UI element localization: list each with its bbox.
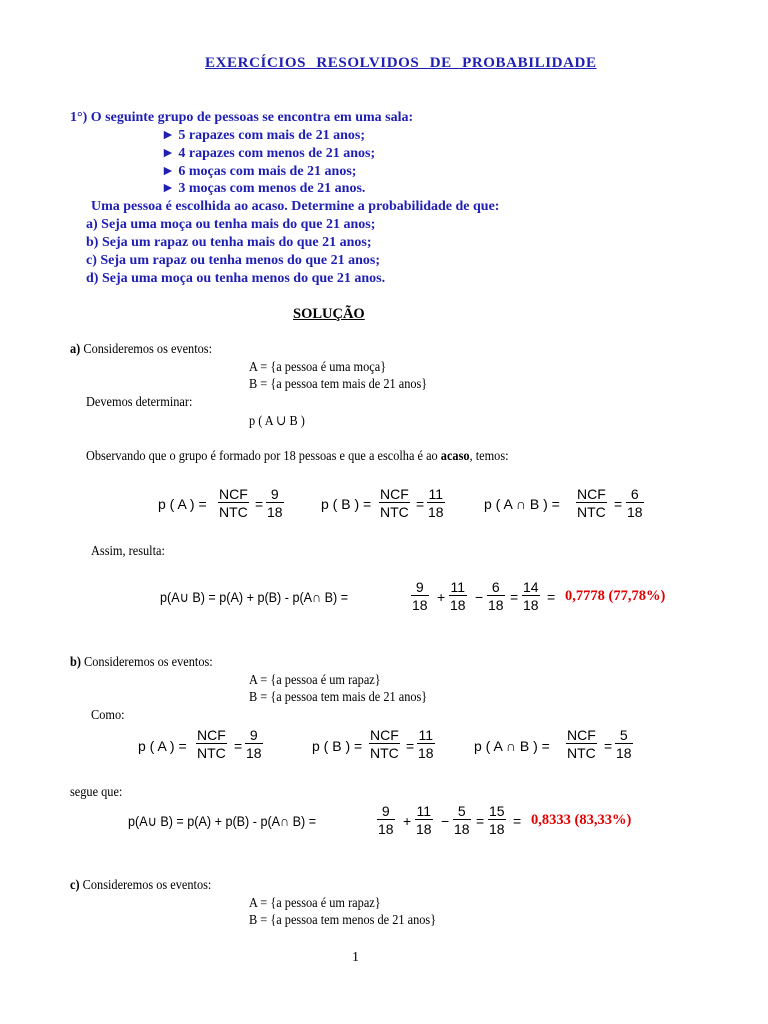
segue-text: segue que:	[70, 785, 123, 800]
part-a-events-intro: Consideremos os eventos:	[80, 342, 213, 357]
question-a: a) Seja uma moça ou tenha mais do que 21 anos;	[86, 217, 376, 232]
fraction-numerator: 9	[249, 727, 258, 743]
formula-fraction	[415, 803, 433, 837]
fraction-numerator: 11	[428, 486, 444, 502]
ntc-label: NTC	[370, 745, 399, 761]
event-a: A = {a pessoa é uma moça}	[249, 360, 387, 375]
fraction-numerator: 15	[489, 803, 505, 819]
union-formula: p(A∪ B) = p(A) + p(B) - p(A∩ B) =	[128, 813, 317, 829]
observation-text	[86, 449, 509, 465]
fraction-denominator: 18	[267, 504, 283, 520]
ntc-label: NTC	[219, 504, 248, 520]
minus-sign: −	[441, 813, 450, 829]
minus-sign: −	[475, 589, 484, 605]
event-b: B = {a pessoa tem menos de 21 anos}	[249, 913, 437, 928]
ncf-label: NCF	[219, 486, 248, 502]
fraction-numerator: 6	[491, 579, 500, 595]
fraction-denominator: 18	[378, 821, 394, 837]
list-item: ► 5 rapazes com mais de 21 anos;	[161, 128, 366, 143]
equals-sign: =	[476, 813, 485, 829]
observation-post: , temos:	[469, 449, 509, 464]
ncf-label: NCF	[370, 727, 399, 743]
fraction-denominator: 18	[416, 821, 432, 837]
fraction-numerator: 11	[450, 579, 466, 595]
fraction-denominator: 18	[428, 504, 444, 520]
problem-intro: 1°) O seguinte grupo de pessoas se encontra em uma sala:	[70, 110, 414, 125]
result-value: 0,8333 (83,33%)	[531, 812, 632, 828]
question-b: b) Seja um rapaz ou tenha mais do que 21 anos;	[86, 235, 372, 250]
pb-fraction	[427, 486, 445, 520]
fraction-numerator: 9	[415, 579, 424, 595]
plus-sign: +	[403, 813, 412, 829]
equals-sign: =	[416, 496, 425, 512]
pa-fraction	[266, 486, 284, 520]
part-a-label: a)	[70, 342, 81, 357]
plus-sign: +	[437, 589, 446, 605]
pab-fraction	[615, 727, 633, 761]
ntc-label: NTC	[380, 504, 409, 520]
como-text: Como:	[91, 708, 125, 723]
ncf-ntc-fraction	[196, 727, 227, 761]
question-d: d) Seja uma moça ou tenha menos do que 21 anos.	[86, 271, 386, 286]
part-c-label: c)	[70, 878, 80, 893]
part-c-intro	[70, 878, 211, 894]
ncf-ntc-fraction	[218, 486, 249, 520]
fraction-denominator: 18	[523, 597, 539, 613]
pb-label: p ( B ) =	[321, 496, 372, 512]
result-intro: Assim, resulta:	[91, 544, 165, 559]
event-b: B = {a pessoa tem mais de 21 anos}	[249, 377, 428, 392]
event-b: B = {a pessoa tem mais de 21 anos}	[249, 690, 428, 705]
formula-fraction	[488, 803, 506, 837]
equals-sign: =	[547, 589, 556, 605]
formula-fraction	[487, 579, 505, 613]
fraction-denominator: 18	[450, 597, 466, 613]
list-item: ► 6 moças com mais de 21 anos;	[161, 164, 357, 179]
fraction-numerator: 9	[381, 803, 390, 819]
pab-fraction	[626, 486, 644, 520]
ncf-ntc-fraction	[379, 486, 410, 520]
union-formula: p(A∪ B) = p(A) + p(B) - p(A∩ B) =	[160, 589, 349, 605]
solution-heading: SOLUÇÃO	[293, 306, 365, 322]
list-item: ► 4 rapazes com menos de 21 anos;	[161, 146, 376, 161]
pa-fraction	[245, 727, 263, 761]
ncf-ntc-fraction	[566, 727, 597, 761]
part-c-events-intro: Consideremos os eventos:	[79, 878, 212, 893]
pab-label: p ( A ∩ B ) =	[474, 738, 550, 754]
fraction-denominator: 18	[489, 821, 505, 837]
fraction-denominator: 18	[454, 821, 470, 837]
event-a: A = {a pessoa é um rapaz}	[249, 896, 381, 911]
pb-label: p ( B ) =	[312, 738, 363, 754]
fraction-denominator: 18	[488, 597, 504, 613]
fraction-denominator: 18	[418, 745, 434, 761]
question-c: c) Seja um rapaz ou tenha menos do que 21 anos;	[86, 253, 381, 268]
observation-bold: acaso	[440, 449, 470, 464]
pa-label: p ( A ) =	[158, 496, 207, 512]
fraction-numerator: 5	[457, 803, 466, 819]
part-b-label: b)	[70, 655, 81, 670]
fraction-numerator: 11	[418, 727, 434, 743]
target-expression: p ( A ∪ B )	[249, 414, 305, 429]
equals-sign: =	[255, 496, 264, 512]
equals-sign: =	[406, 738, 415, 754]
part-b-intro	[70, 655, 213, 671]
part-b-events-intro: Consideremos os eventos:	[80, 655, 213, 670]
fraction-numerator: 6	[630, 486, 639, 502]
equals-sign: =	[513, 813, 522, 829]
list-item: ► 3 moças com menos de 21 anos.	[161, 181, 366, 196]
equals-sign: =	[234, 738, 243, 754]
ntc-label: NTC	[197, 745, 226, 761]
fraction-denominator: 18	[627, 504, 643, 520]
ncf-label: NCF	[567, 727, 596, 743]
fraction-numerator: 11	[416, 803, 432, 819]
equals-sign: =	[614, 496, 623, 512]
part-a-intro	[70, 342, 212, 358]
equals-sign: =	[604, 738, 613, 754]
formula-fraction	[522, 579, 540, 613]
formula-fraction	[377, 803, 395, 837]
ncf-ntc-fraction	[369, 727, 400, 761]
pb-fraction	[417, 727, 435, 761]
formula-fraction	[453, 803, 471, 837]
ncf-ntc-fraction	[576, 486, 607, 520]
fraction-numerator: 9	[270, 486, 279, 502]
fraction-denominator: 18	[616, 745, 632, 761]
fraction-numerator: 5	[619, 727, 628, 743]
problem-statement: Uma pessoa é escolhida ao acaso. Determine a probabilidade de que:	[91, 199, 500, 214]
page-title: EXERCÍCIOS RESOLVIDOS DE PROBABILIDADE	[205, 55, 597, 71]
formula-fraction	[449, 579, 467, 613]
pa-label: p ( A ) =	[138, 738, 187, 754]
fraction-denominator: 18	[246, 745, 262, 761]
fraction-numerator: 14	[523, 579, 539, 595]
ncf-label: NCF	[380, 486, 409, 502]
observation-pre: Observando que o grupo é formado por 18 pessoas e que a escolha é ao	[86, 449, 441, 464]
page-number: 1	[352, 950, 359, 965]
fraction-denominator: 18	[412, 597, 428, 613]
ncf-label: NCF	[197, 727, 226, 743]
formula-fraction	[411, 579, 429, 613]
ncf-label: NCF	[577, 486, 606, 502]
equals-sign: =	[510, 589, 519, 605]
ntc-label: NTC	[577, 504, 606, 520]
ntc-label: NTC	[567, 745, 596, 761]
determine-text: Devemos determinar:	[86, 395, 193, 410]
pab-label: p ( A ∩ B ) =	[484, 496, 560, 512]
result-value: 0,7778 (77,78%)	[565, 588, 666, 604]
event-a: A = {a pessoa é um rapaz}	[249, 673, 381, 688]
